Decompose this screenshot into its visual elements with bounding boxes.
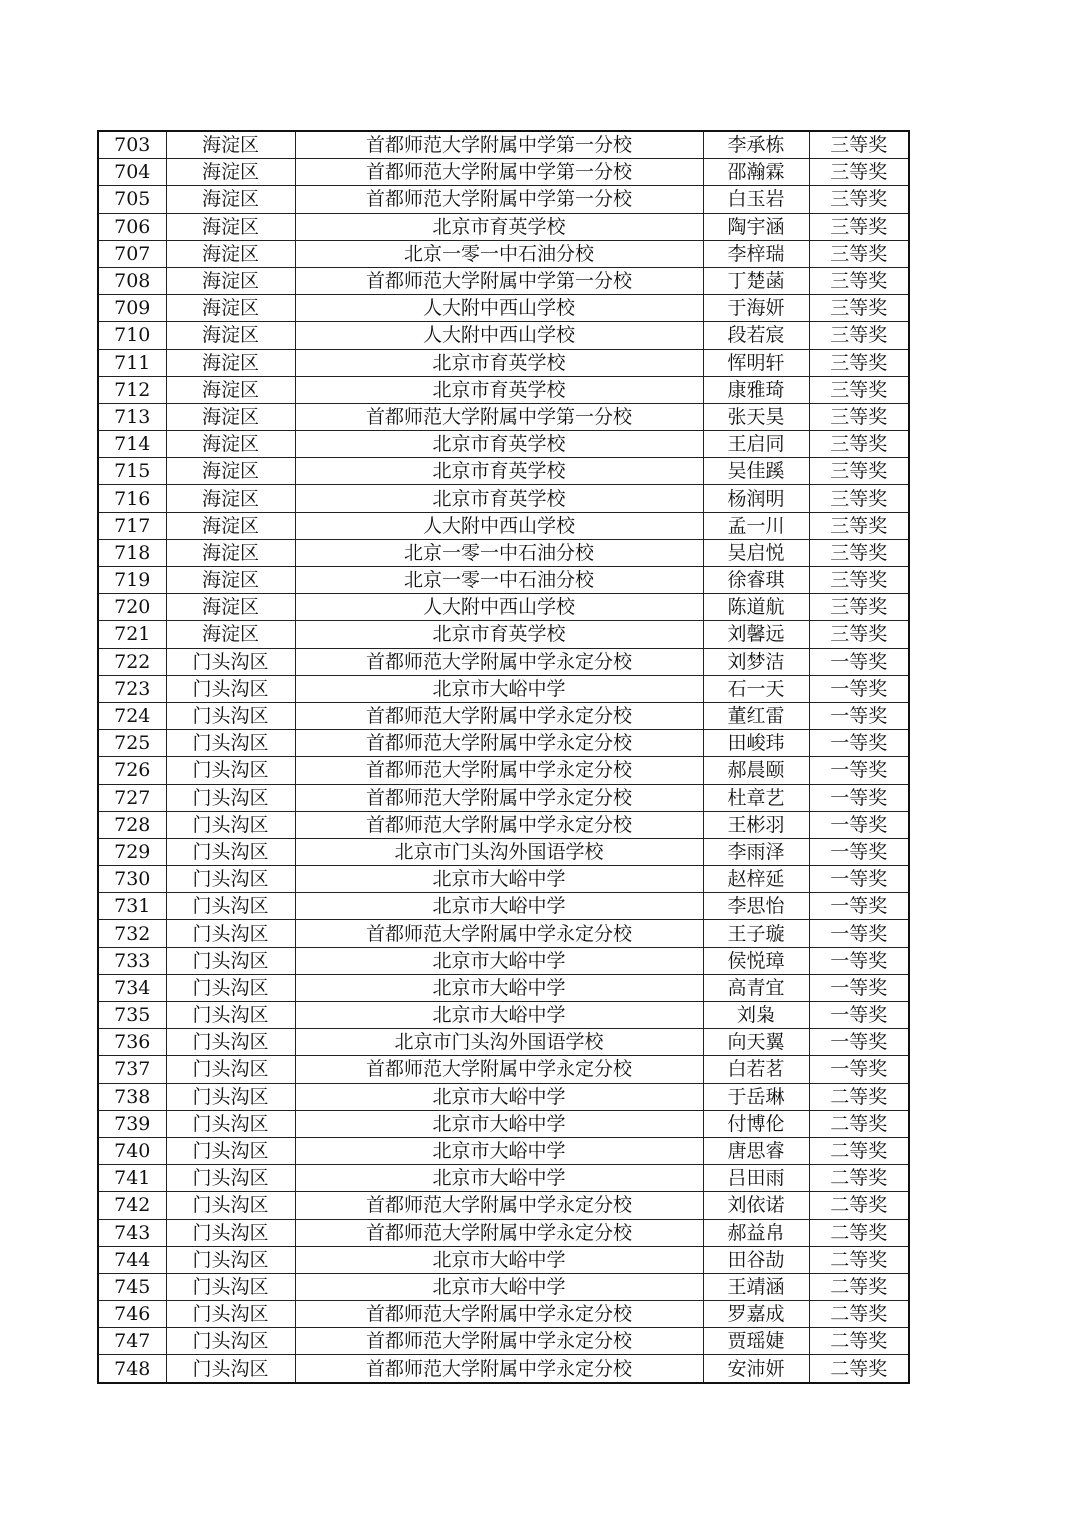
school-cell: 北京市大峪中学 (295, 1083, 703, 1110)
school-cell: 北京市育英学校 (295, 458, 703, 485)
table-row (98, 376, 909, 403)
student-name-cell: 丁楚菡 (703, 267, 809, 294)
row-number-cell: 706 (98, 213, 166, 240)
school-cell: 首都师范大学附属中学第一分校 (295, 159, 703, 186)
school-cell: 北京市育英学校 (295, 621, 703, 648)
row-number-cell: 705 (98, 186, 166, 213)
table-row (98, 240, 909, 267)
award-level-cell: 三等奖 (809, 131, 909, 159)
award-level-cell: 三等奖 (809, 267, 909, 294)
award-level-cell: 三等奖 (809, 159, 909, 186)
table-row (98, 295, 909, 322)
district-cell: 门头沟区 (166, 1273, 295, 1300)
award-list-table (97, 130, 910, 1384)
award-level-cell: 二等奖 (809, 1083, 909, 1110)
school-cell: 首都师范大学附属中学永定分校 (295, 1056, 703, 1083)
table-row (98, 1002, 909, 1029)
district-cell: 海淀区 (166, 376, 295, 403)
table-row (98, 485, 909, 512)
award-level-cell: 一等奖 (809, 1029, 909, 1056)
award-level-cell: 一等奖 (809, 730, 909, 757)
row-number-cell: 711 (98, 349, 166, 376)
award-level-cell: 一等奖 (809, 866, 909, 893)
table-row (98, 784, 909, 811)
district-cell: 门头沟区 (166, 648, 295, 675)
row-number-cell: 731 (98, 893, 166, 920)
award-level-cell: 三等奖 (809, 539, 909, 566)
school-cell: 北京市大峪中学 (295, 1002, 703, 1029)
district-cell: 门头沟区 (166, 675, 295, 702)
row-number-cell: 729 (98, 838, 166, 865)
table-row (98, 974, 909, 1001)
school-cell: 首都师范大学附属中学永定分校 (295, 1192, 703, 1219)
student-name-cell: 高青宜 (703, 974, 809, 1001)
row-number-cell: 713 (98, 403, 166, 430)
award-level-cell: 三等奖 (809, 186, 909, 213)
student-name-cell: 白玉岩 (703, 186, 809, 213)
table-row (98, 893, 909, 920)
school-cell: 首都师范大学附属中学第一分校 (295, 267, 703, 294)
table-row (98, 1029, 909, 1056)
district-cell: 海淀区 (166, 159, 295, 186)
student-name-cell: 徐睿琪 (703, 567, 809, 594)
school-cell: 北京市大峪中学 (295, 974, 703, 1001)
table-row (98, 1137, 909, 1164)
school-cell: 首都师范大学附属中学永定分校 (295, 730, 703, 757)
table-row (98, 702, 909, 729)
student-name-cell: 唐思睿 (703, 1137, 809, 1164)
school-cell: 北京市大峪中学 (295, 1110, 703, 1137)
table-row (98, 1083, 909, 1110)
school-cell: 北京市门头沟外国语学校 (295, 1029, 703, 1056)
district-cell: 门头沟区 (166, 1246, 295, 1273)
school-cell: 北京市大峪中学 (295, 893, 703, 920)
school-cell: 首都师范大学附属中学永定分校 (295, 1301, 703, 1328)
row-number-cell: 738 (98, 1083, 166, 1110)
school-cell: 首都师范大学附属中学永定分校 (295, 920, 703, 947)
student-name-cell: 刘依诺 (703, 1192, 809, 1219)
district-cell: 门头沟区 (166, 1219, 295, 1246)
school-cell: 北京一零一中石油分校 (295, 567, 703, 594)
school-cell: 北京市门头沟外国语学校 (295, 838, 703, 865)
award-level-cell: 二等奖 (809, 1192, 909, 1219)
district-cell: 门头沟区 (166, 947, 295, 974)
award-level-cell: 三等奖 (809, 376, 909, 403)
school-cell: 北京市育英学校 (295, 485, 703, 512)
table-row (98, 512, 909, 539)
student-name-cell: 向天翼 (703, 1029, 809, 1056)
row-number-cell: 727 (98, 784, 166, 811)
district-cell: 海淀区 (166, 131, 295, 159)
award-level-cell: 三等奖 (809, 295, 909, 322)
row-number-cell: 709 (98, 295, 166, 322)
student-name-cell: 李雨泽 (703, 838, 809, 865)
award-level-cell: 三等奖 (809, 458, 909, 485)
row-number-cell: 728 (98, 811, 166, 838)
district-cell: 海淀区 (166, 539, 295, 566)
row-number-cell: 715 (98, 458, 166, 485)
award-level-cell: 二等奖 (809, 1137, 909, 1164)
award-level-cell: 一等奖 (809, 811, 909, 838)
row-number-cell: 723 (98, 675, 166, 702)
student-name-cell: 白若茗 (703, 1056, 809, 1083)
table-row (98, 757, 909, 784)
district-cell: 海淀区 (166, 594, 295, 621)
district-cell: 门头沟区 (166, 838, 295, 865)
student-name-cell: 吕田雨 (703, 1165, 809, 1192)
student-name-cell: 于海妍 (703, 295, 809, 322)
student-name-cell: 于岳琳 (703, 1083, 809, 1110)
award-level-cell: 一等奖 (809, 893, 909, 920)
award-level-cell: 一等奖 (809, 757, 909, 784)
student-name-cell: 贾瑶婕 (703, 1328, 809, 1355)
student-name-cell: 刘梦洁 (703, 648, 809, 675)
row-number-cell: 714 (98, 431, 166, 458)
student-name-cell: 侯悦璋 (703, 947, 809, 974)
student-name-cell: 王彬羽 (703, 811, 809, 838)
student-name-cell: 杜章艺 (703, 784, 809, 811)
row-number-cell: 748 (98, 1355, 166, 1383)
district-cell: 门头沟区 (166, 811, 295, 838)
table-row (98, 267, 909, 294)
row-number-cell: 737 (98, 1056, 166, 1083)
award-level-cell: 二等奖 (809, 1110, 909, 1137)
school-cell: 首都师范大学附属中学永定分校 (295, 757, 703, 784)
student-name-cell: 赵梓延 (703, 866, 809, 893)
award-level-cell: 三等奖 (809, 431, 909, 458)
district-cell: 海淀区 (166, 267, 295, 294)
award-level-cell: 三等奖 (809, 485, 909, 512)
district-cell: 海淀区 (166, 322, 295, 349)
award-level-cell: 一等奖 (809, 784, 909, 811)
school-cell: 北京市大峪中学 (295, 866, 703, 893)
row-number-cell: 703 (98, 131, 166, 159)
award-level-cell: 三等奖 (809, 621, 909, 648)
district-cell: 海淀区 (166, 512, 295, 539)
student-name-cell: 张天昊 (703, 403, 809, 430)
district-cell: 海淀区 (166, 349, 295, 376)
row-number-cell: 707 (98, 240, 166, 267)
row-number-cell: 726 (98, 757, 166, 784)
award-level-cell: 二等奖 (809, 1301, 909, 1328)
school-cell: 北京市大峪中学 (295, 947, 703, 974)
award-level-cell: 三等奖 (809, 567, 909, 594)
row-number-cell: 719 (98, 567, 166, 594)
district-cell: 门头沟区 (166, 1056, 295, 1083)
school-cell: 人大附中西山学校 (295, 594, 703, 621)
district-cell: 海淀区 (166, 403, 295, 430)
school-cell: 首都师范大学附属中学永定分校 (295, 648, 703, 675)
district-cell: 门头沟区 (166, 893, 295, 920)
student-name-cell: 杨润明 (703, 485, 809, 512)
district-cell: 门头沟区 (166, 1083, 295, 1110)
award-level-cell: 一等奖 (809, 920, 909, 947)
student-name-cell: 李思怡 (703, 893, 809, 920)
table-row (98, 1165, 909, 1192)
row-number-cell: 708 (98, 267, 166, 294)
row-number-cell: 742 (98, 1192, 166, 1219)
table-row (98, 322, 909, 349)
award-level-cell: 一等奖 (809, 1002, 909, 1029)
row-number-cell: 732 (98, 920, 166, 947)
district-cell: 门头沟区 (166, 1029, 295, 1056)
award-level-cell: 二等奖 (809, 1165, 909, 1192)
row-number-cell: 724 (98, 702, 166, 729)
school-cell: 首都师范大学附属中学第一分校 (295, 403, 703, 430)
student-name-cell: 陈道航 (703, 594, 809, 621)
award-level-cell: 二等奖 (809, 1355, 909, 1383)
row-number-cell: 704 (98, 159, 166, 186)
student-name-cell: 刘馨远 (703, 621, 809, 648)
award-level-cell: 二等奖 (809, 1273, 909, 1300)
table-row (98, 866, 909, 893)
award-level-cell: 一等奖 (809, 675, 909, 702)
table-row (98, 1301, 909, 1328)
award-level-cell: 三等奖 (809, 594, 909, 621)
district-cell: 门头沟区 (166, 730, 295, 757)
school-cell: 人大附中西山学校 (295, 295, 703, 322)
school-cell: 北京一零一中石油分校 (295, 539, 703, 566)
row-number-cell: 744 (98, 1246, 166, 1273)
table-row (98, 159, 909, 186)
table-row (98, 349, 909, 376)
student-name-cell: 邵瀚霖 (703, 159, 809, 186)
student-name-cell: 李梓瑞 (703, 240, 809, 267)
table-row (98, 458, 909, 485)
table-row (98, 1273, 909, 1300)
district-cell: 门头沟区 (166, 784, 295, 811)
table-row (98, 730, 909, 757)
student-name-cell: 董红雷 (703, 702, 809, 729)
row-number-cell: 730 (98, 866, 166, 893)
district-cell: 门头沟区 (166, 1110, 295, 1137)
table-row (98, 811, 909, 838)
school-cell: 人大附中西山学校 (295, 512, 703, 539)
row-number-cell: 740 (98, 1137, 166, 1164)
school-cell: 北京市育英学校 (295, 349, 703, 376)
school-cell: 北京市育英学校 (295, 431, 703, 458)
district-cell: 门头沟区 (166, 920, 295, 947)
district-cell: 门头沟区 (166, 1355, 295, 1383)
student-name-cell: 石一天 (703, 675, 809, 702)
table-row (98, 947, 909, 974)
row-number-cell: 739 (98, 1110, 166, 1137)
student-name-cell: 罗嘉成 (703, 1301, 809, 1328)
row-number-cell: 720 (98, 594, 166, 621)
student-name-cell: 王靖涵 (703, 1273, 809, 1300)
student-name-cell: 陶宇涵 (703, 213, 809, 240)
school-cell: 北京市育英学校 (295, 213, 703, 240)
student-name-cell: 安沛妍 (703, 1355, 809, 1383)
row-number-cell: 725 (98, 730, 166, 757)
table-row (98, 213, 909, 240)
school-cell: 北京一零一中石油分校 (295, 240, 703, 267)
school-cell: 北京市育英学校 (295, 376, 703, 403)
school-cell: 首都师范大学附属中学第一分校 (295, 186, 703, 213)
row-number-cell: 733 (98, 947, 166, 974)
district-cell: 门头沟区 (166, 1301, 295, 1328)
table-row (98, 1110, 909, 1137)
district-cell: 门头沟区 (166, 1328, 295, 1355)
row-number-cell: 743 (98, 1219, 166, 1246)
school-cell: 首都师范大学附属中学永定分校 (295, 1328, 703, 1355)
row-number-cell: 746 (98, 1301, 166, 1328)
table-row (98, 648, 909, 675)
table-row (98, 539, 909, 566)
school-cell: 北京市大峪中学 (295, 1165, 703, 1192)
district-cell: 门头沟区 (166, 866, 295, 893)
student-name-cell: 郝益帛 (703, 1219, 809, 1246)
school-cell: 首都师范大学附属中学第一分校 (295, 131, 703, 159)
award-level-cell: 三等奖 (809, 240, 909, 267)
district-cell: 海淀区 (166, 431, 295, 458)
table-row (98, 403, 909, 430)
district-cell: 门头沟区 (166, 702, 295, 729)
student-name-cell: 恽明轩 (703, 349, 809, 376)
school-cell: 北京市大峪中学 (295, 675, 703, 702)
student-name-cell: 吴启悦 (703, 539, 809, 566)
table-row (98, 594, 909, 621)
row-number-cell: 712 (98, 376, 166, 403)
student-name-cell: 刘枭 (703, 1002, 809, 1029)
row-number-cell: 736 (98, 1029, 166, 1056)
district-cell: 门头沟区 (166, 757, 295, 784)
table-row (98, 1246, 909, 1273)
district-cell: 海淀区 (166, 186, 295, 213)
student-name-cell: 吴佳蹊 (703, 458, 809, 485)
school-cell: 首都师范大学附属中学永定分校 (295, 702, 703, 729)
table-row (98, 1355, 909, 1383)
table-row (98, 1328, 909, 1355)
student-name-cell: 段若宸 (703, 322, 809, 349)
table-row (98, 431, 909, 458)
district-cell: 门头沟区 (166, 974, 295, 1001)
award-level-cell: 一等奖 (809, 947, 909, 974)
row-number-cell: 717 (98, 512, 166, 539)
table-row (98, 920, 909, 947)
row-number-cell: 722 (98, 648, 166, 675)
row-number-cell: 716 (98, 485, 166, 512)
district-cell: 海淀区 (166, 621, 295, 648)
school-cell: 首都师范大学附属中学永定分校 (295, 784, 703, 811)
award-level-cell: 一等奖 (809, 974, 909, 1001)
student-name-cell: 孟一川 (703, 512, 809, 539)
student-name-cell: 王启同 (703, 431, 809, 458)
table-body (98, 131, 909, 1383)
school-cell: 人大附中西山学校 (295, 322, 703, 349)
table-row (98, 838, 909, 865)
award-level-cell: 三等奖 (809, 403, 909, 430)
award-level-cell: 三等奖 (809, 322, 909, 349)
student-name-cell: 康雅琦 (703, 376, 809, 403)
school-cell: 首都师范大学附属中学永定分校 (295, 1219, 703, 1246)
district-cell: 门头沟区 (166, 1192, 295, 1219)
school-cell: 首都师范大学附属中学永定分校 (295, 811, 703, 838)
table-row (98, 567, 909, 594)
district-cell: 门头沟区 (166, 1137, 295, 1164)
student-name-cell: 郝晨颐 (703, 757, 809, 784)
district-cell: 海淀区 (166, 240, 295, 267)
district-cell: 海淀区 (166, 485, 295, 512)
row-number-cell: 735 (98, 1002, 166, 1029)
award-level-cell: 二等奖 (809, 1219, 909, 1246)
row-number-cell: 745 (98, 1273, 166, 1300)
row-number-cell: 734 (98, 974, 166, 1001)
school-cell: 北京市大峪中学 (295, 1137, 703, 1164)
award-level-cell: 一等奖 (809, 648, 909, 675)
table-row (98, 1056, 909, 1083)
district-cell: 海淀区 (166, 458, 295, 485)
award-level-cell: 一等奖 (809, 838, 909, 865)
award-level-cell: 三等奖 (809, 512, 909, 539)
table-row (98, 186, 909, 213)
table-row (98, 131, 909, 159)
district-cell: 海淀区 (166, 567, 295, 594)
school-cell: 北京市大峪中学 (295, 1273, 703, 1300)
award-level-cell: 一等奖 (809, 1056, 909, 1083)
student-name-cell: 田谷劼 (703, 1246, 809, 1273)
row-number-cell: 710 (98, 322, 166, 349)
student-name-cell: 王子璇 (703, 920, 809, 947)
award-level-cell: 三等奖 (809, 349, 909, 376)
award-level-cell: 二等奖 (809, 1246, 909, 1273)
student-name-cell: 田峻玮 (703, 730, 809, 757)
student-name-cell: 李承栋 (703, 131, 809, 159)
row-number-cell: 741 (98, 1165, 166, 1192)
row-number-cell: 721 (98, 621, 166, 648)
award-level-cell: 二等奖 (809, 1328, 909, 1355)
row-number-cell: 747 (98, 1328, 166, 1355)
row-number-cell: 718 (98, 539, 166, 566)
table-row (98, 1192, 909, 1219)
award-level-cell: 一等奖 (809, 702, 909, 729)
award-level-cell: 三等奖 (809, 213, 909, 240)
table-row (98, 1219, 909, 1246)
student-name-cell: 付博伦 (703, 1110, 809, 1137)
district-cell: 海淀区 (166, 295, 295, 322)
school-cell: 首都师范大学附属中学永定分校 (295, 1355, 703, 1383)
table-row (98, 621, 909, 648)
district-cell: 门头沟区 (166, 1002, 295, 1029)
school-cell: 北京市大峪中学 (295, 1246, 703, 1273)
district-cell: 海淀区 (166, 213, 295, 240)
table-row (98, 675, 909, 702)
district-cell: 门头沟区 (166, 1165, 295, 1192)
